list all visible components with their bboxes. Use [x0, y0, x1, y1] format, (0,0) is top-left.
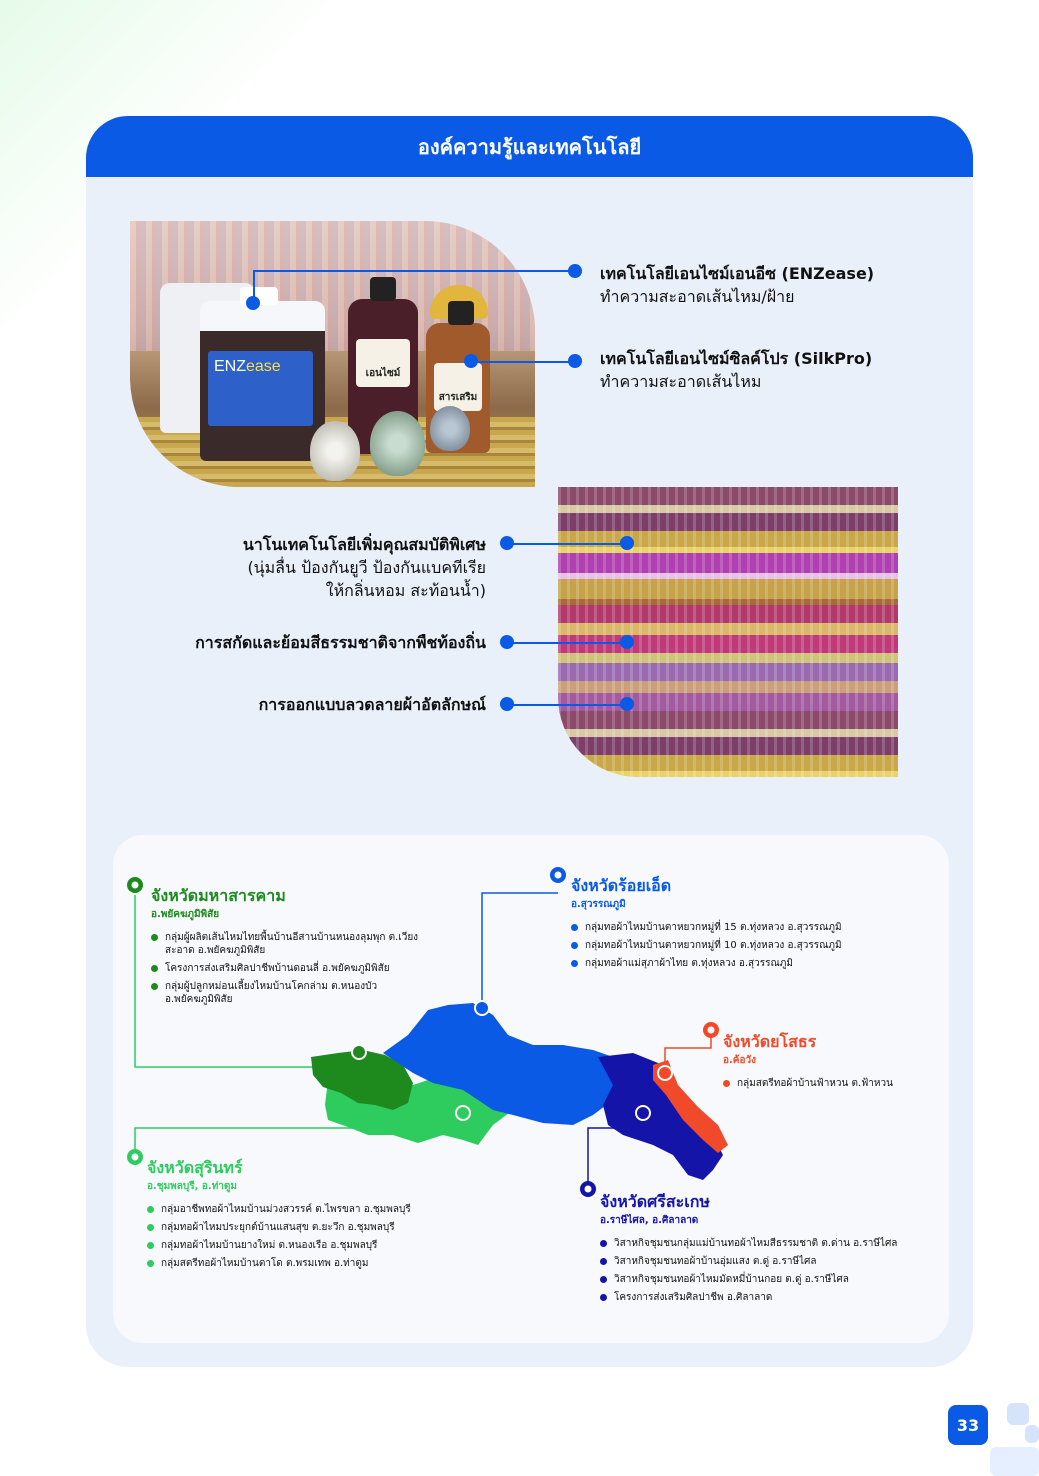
- group-list: [147, 1203, 477, 1270]
- bullet: [723, 1080, 730, 1087]
- yasothon-pin: [703, 1022, 719, 1038]
- mahasarakham-pin: [127, 877, 143, 893]
- group-list: [571, 921, 901, 970]
- bullet: [147, 1206, 154, 1213]
- bullet: [600, 1240, 607, 1247]
- fabric-weave-texture: [558, 487, 898, 777]
- roiet-connector: [482, 893, 558, 1005]
- province-yasothon: [723, 1031, 933, 1095]
- bullet: [600, 1276, 607, 1283]
- list-item: [147, 1221, 477, 1234]
- pinecone: [370, 411, 425, 476]
- connector-dot: [620, 635, 634, 649]
- bullet: [571, 924, 578, 931]
- tech-desc: ทำความสะอาดเส้นไหม/ฝ้าย: [600, 287, 795, 306]
- map-pin-roiet: [475, 1001, 489, 1015]
- list-item-text: โครงการส่งเสริมศิลปาชีพ อ.ศิลาลาด: [614, 1292, 773, 1303]
- map-pin-surin: [456, 1106, 470, 1120]
- bottle-label-enzyme: เอนไซม์: [356, 339, 410, 387]
- province-district: อ.ชุมพลบุรี, อ.ท่าตูม: [147, 1181, 237, 1192]
- enzease-label: [208, 351, 313, 426]
- tech-title: เทคโนโลยีเอนไซม์ซิลค์โปร (SilkPro): [600, 349, 873, 368]
- bottle-neck: [370, 277, 396, 301]
- tech-title: การออกแบบลวดลายผ้าอัตลักษณ์: [258, 695, 486, 714]
- tech-natural-dye: [195, 631, 486, 654]
- pinecone: [310, 421, 360, 481]
- list-item-text: กลุ่มทอผ้าไหมบ้านตาหยวกหมู่ที่ 10 ต.ทุ่งหลวง อ.สุวรรณภูมิ: [585, 940, 842, 951]
- bullet: [600, 1258, 607, 1265]
- connector-line: [253, 270, 576, 272]
- list-item: [571, 921, 901, 934]
- list-item-text: กลุ่มทอผ้าไหมประยุกต์บ้านแสนสุข ต.ยะวึก อ.ชุมพลบุรี: [161, 1222, 395, 1233]
- list-item-text: วิสาหกิจชุมชนกลุ่มแม่บ้านทอผ้าไหมสีธรรมชาติ ต.ด่าน อ.ราษีไศล: [614, 1238, 898, 1249]
- bullet: [151, 965, 158, 972]
- tech-title: การสกัดและย้อมสีธรรมชาติจากพืชท้องถิ่น: [195, 633, 486, 652]
- list-item: [147, 1239, 477, 1252]
- province-surin: [147, 1157, 477, 1275]
- province-name: จังหวัดศรีสะเกษ: [600, 1192, 710, 1211]
- tech-title: นาโนเทคโนโลยีเพิ่มคุณสมบัติพิเศษ: [242, 535, 486, 554]
- list-item: [151, 962, 441, 975]
- connector-dot: [500, 635, 514, 649]
- province-map-section: [113, 835, 949, 1343]
- province-name: จังหวัดยโสธร: [723, 1032, 817, 1051]
- yasothon-connector: [665, 1035, 711, 1071]
- enzease-jug: [200, 301, 325, 461]
- bullet: [147, 1242, 154, 1249]
- connector-line: [507, 642, 627, 644]
- tech-desc: ทำความสะอาดเส้นไหม: [600, 372, 762, 391]
- province-district: อ.ค้อวัง: [723, 1055, 756, 1066]
- bullet: [600, 1294, 607, 1301]
- list-item-text: กลุ่มอาชีพทอผ้าไหมบ้านม่วงสวรรค์ ต.ไพรขลา อ.ชุมพลบุรี: [161, 1204, 411, 1215]
- sisaket-pin: [580, 1181, 596, 1197]
- connector-dot: [464, 354, 478, 368]
- connector-dot: [500, 536, 514, 550]
- list-item-text: วิสาหกิจชุมชนทอผ้าบ้านอุ่มแสง ต.ดู่ อ.ราษีไศล: [614, 1256, 817, 1267]
- connector-dot: [568, 354, 582, 368]
- group-list: [600, 1237, 940, 1304]
- list-item: [571, 957, 901, 970]
- bottle-label-additive: สารเสริม: [434, 363, 482, 411]
- group-list: [723, 1077, 933, 1090]
- list-item-text: กลุ่มผู้ปลูกหม่อนเลี้ยงไหมบ้านโคกล่าม ต.หนองบัว อ.พยัคฆภูมิพิสัย: [165, 981, 378, 1005]
- label-enz: ENZ: [214, 358, 246, 375]
- pinecone: [430, 406, 470, 451]
- list-item: [600, 1237, 940, 1250]
- section-title: องค์ความรู้และเทคโนโลยี: [86, 116, 973, 177]
- tech-desc: ให้กลิ่นหอม สะท้อนน้ำ): [325, 581, 486, 600]
- province-name: จังหวัดมหาสารคาม: [151, 886, 286, 905]
- roiet-pin: [550, 867, 566, 883]
- map-pin-yasothon: [658, 1066, 672, 1080]
- surin-pin: [127, 1149, 143, 1165]
- province-mahasarakham: [151, 885, 441, 1011]
- tech-silkpro: [600, 347, 872, 393]
- tech-title: เทคโนโลยีเอนไซม์เอนอีซ (ENZease): [600, 264, 875, 283]
- knowledge-technology-card: [86, 116, 973, 1367]
- decorative-square: [1007, 1403, 1029, 1425]
- bullet: [147, 1224, 154, 1231]
- list-item-text: กลุ่มทอผ้าแม่สุภาผ้าไทย ต.ทุ่งหลวง อ.สุวรรณภูมิ: [585, 958, 793, 969]
- bottle-neck: [448, 301, 474, 325]
- province-district: อ.สุวรรณภูมิ: [571, 899, 626, 910]
- connector-line: [507, 543, 627, 545]
- province-sisaket: [600, 1191, 940, 1309]
- connector-dot: [620, 536, 634, 550]
- list-item-text: กลุ่มทอผ้าไหมบ้านยางใหม่ ต.หนองเรือ อ.ชุมพลบุรี: [161, 1240, 378, 1251]
- bullet: [571, 960, 578, 967]
- tech-desc: (นุ่มลื่น ป้องกันยูวี ป้องกันแบคทีเรีย: [247, 558, 486, 577]
- list-item: [571, 939, 901, 952]
- tech-pattern-design: [259, 693, 486, 716]
- connector-line: [471, 361, 576, 363]
- province-roiet: [571, 875, 901, 975]
- connector-dot: [620, 697, 634, 711]
- bullet: [151, 934, 158, 941]
- bullet: [147, 1260, 154, 1267]
- connector-line: [507, 704, 627, 706]
- list-item-text: กลุ่มผู้ผลิตเส้นไหมไทยพื้นบ้านอีสานบ้านหนองลุมพุก ต.เวียงสะอาด อ.พยัคฆภูมิพิสัย: [165, 932, 419, 956]
- list-item: [600, 1291, 940, 1304]
- tech-enzease: [600, 262, 874, 308]
- list-item-text: โครงการส่งเสริมศิลปาชีพบ้านดอนลี่ อ.พยัคฆภูมิพิสัย: [165, 963, 390, 974]
- connector-dot: [500, 697, 514, 711]
- list-item: [723, 1077, 933, 1090]
- bullet: [571, 942, 578, 949]
- list-item: [147, 1257, 477, 1270]
- list-item-text: กลุ่มสตรีทอผ้าไหมบ้านตาโด ต.พรมเทพ อ.ท่าตูม: [161, 1258, 369, 1269]
- page-number: 33: [948, 1405, 988, 1445]
- decorative-square: [1025, 1425, 1039, 1443]
- silk-fabric-photo: [558, 487, 898, 777]
- province-district: อ.พยัคฆภูมิพิสัย: [151, 909, 220, 920]
- list-item: [600, 1273, 940, 1286]
- list-item-text: วิสาหกิจชุมชนทอผ้าไหมมัดหมี่บ้านกอย ต.ดู่ อ.ราษีไศล: [614, 1274, 849, 1285]
- list-item: [600, 1255, 940, 1268]
- map-pin-mahasarakham: [352, 1045, 366, 1059]
- tech-nano: [243, 533, 486, 602]
- list-item-text: กลุ่มสตรีทอผ้าบ้านฟ้าหวน ต.ฟ้าหวน: [737, 1078, 893, 1089]
- province-name: จังหวัดร้อยเอ็ด: [571, 876, 672, 895]
- list-item: [147, 1203, 477, 1216]
- group-list: [151, 931, 441, 1006]
- label-ease: ease: [246, 358, 281, 375]
- list-item: [151, 931, 441, 957]
- province-district: อ.ราษีไศล, อ.ศิลาลาด: [600, 1215, 699, 1226]
- decorative-square: [990, 1447, 1039, 1476]
- list-item-text: กลุ่มทอผ้าไหมบ้านตาหยวกหมู่ที่ 15 ต.ทุ่งหลวง อ.สุวรรณภูมิ: [585, 922, 842, 933]
- connector-dot: [568, 264, 582, 278]
- bullet: [151, 983, 158, 990]
- connector-dot: [246, 296, 260, 310]
- map-pin-sisaket: [636, 1106, 650, 1120]
- list-item: [151, 980, 441, 1006]
- province-name: จังหวัดสุรินทร์: [147, 1158, 243, 1177]
